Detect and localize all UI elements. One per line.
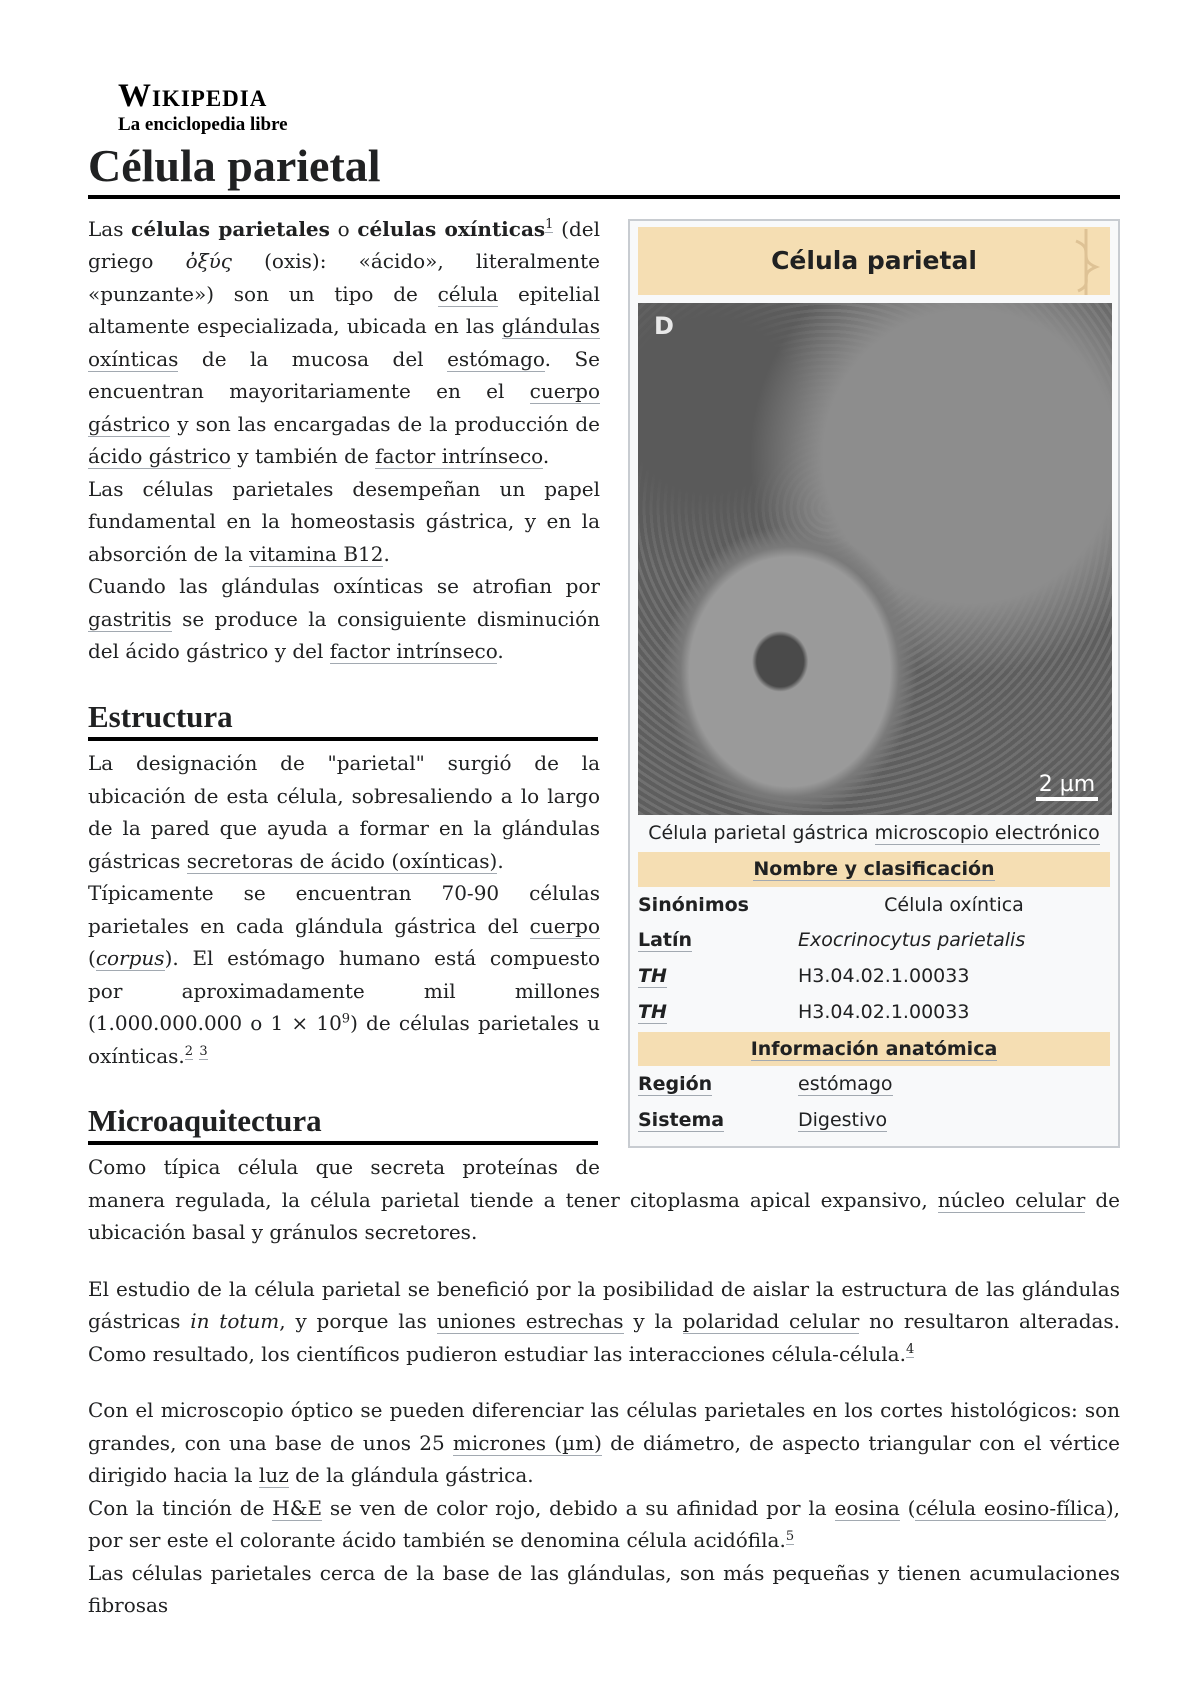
micro-paragraph-3 [88,1394,1120,1492]
link-eosina[interactable]: eosina [834,1495,900,1520]
infobox-key-link[interactable]: Región [638,1073,713,1096]
infobox-row-th [638,994,1110,1030]
bold-term: células parietales [131,216,330,241]
link-factor-intrinseco[interactable]: factor intrínseco [375,444,543,469]
infobox-title [638,227,1110,296]
micro-paragraph-4 [88,1492,1120,1557]
infobox-key-link[interactable]: TH [638,965,667,988]
caption-text: Célula parietal gástrica [648,822,875,845]
reference-5[interactable] [786,1529,794,1545]
link-polaridad-celular[interactable]: polaridad celular [682,1309,860,1334]
scale-bar-line [1036,797,1098,801]
wikipedia-logo[interactable] [118,80,1120,134]
link-h-and-e[interactable]: H&E [272,1495,323,1520]
text: de la glándula gástrica. [288,1463,534,1488]
infobox-key [638,1072,798,1097]
text: Como típica célula que secreta proteínas de manera regulada, la célula parietal tiende a tener citoplasma apical expansivo, [88,1155,938,1212]
text: ) de células parietales u oxínticas. [88,1011,600,1068]
logo-wordmark: Wikipedia [118,78,268,114]
link-uniones-estrechas[interactable]: uniones estrechas [436,1309,624,1334]
infobox-key-link[interactable]: Sistema [638,1108,725,1131]
text: de ubicación basal y gránulos secretores. [88,1187,1120,1245]
link-cuerpo[interactable]: cuerpo [529,913,600,938]
infobox-key-link[interactable]: Latín [638,929,693,952]
infobox-row-th [638,958,1110,994]
micro-paragraph-1 [88,1151,1120,1249]
text: de diámetro, de aspecto triangular con el vértice dirigido hacia la [88,1430,1121,1488]
reference-link[interactable]: 3 [199,1043,208,1059]
micrograph-scale-bar [1036,771,1098,802]
text: epitelial altamente especializada, ubicada en las [88,281,600,339]
page-title: Célula parietal [88,140,1120,199]
reference-link[interactable]: 5 [785,1528,795,1544]
link-acido-gastrico[interactable]: ácido gástrico [88,444,231,469]
infobox-row-sinonimos [638,887,1110,923]
text: . [542,444,550,469]
link-corpus[interactable]: corpus [95,946,165,971]
text: . [497,639,504,664]
infobox-value: Célula oxíntica [884,893,1024,916]
infobox-key: Sinónimos [638,893,749,916]
infobox-micrograph[interactable] [638,303,1112,815]
text: . [497,848,504,873]
link-vitamina-b12[interactable]: vitamina B12 [249,541,384,566]
reference-link[interactable]: 4 [905,1342,915,1358]
text: y son las encargadas de la producción de [170,411,600,436]
text: . Se encuentran mayoritariamente en el [88,346,600,404]
spacer [88,1370,1120,1394]
exponent: 9 [341,1011,351,1027]
infobox-section-nombre [638,852,1110,887]
infobox-key [638,1000,798,1025]
infobox-value: H3.04.02.1.00033 [798,1000,970,1023]
article-page [88,80,1120,1622]
text: (oxis): «ácido», literalmente «punzante») son un tipo de [88,249,601,306]
reference-3[interactable] [199,1044,207,1060]
link-cuerpo-gastrico[interactable]: cuerpo gástrico [88,379,600,436]
link-celula-eosinofila[interactable]: célula eosino-fílica [915,1495,1106,1520]
text: , y porque las [279,1309,437,1334]
infobox [628,219,1120,1148]
text: se ven de color rojo, debido a su afinidad por la [322,1495,835,1520]
text: Con la tinción de [88,1495,273,1520]
italic-term: in totum [190,1309,280,1334]
micrograph-panel-letter: D [654,312,674,341]
infobox-key [638,964,798,989]
text: El estudio de la célula parietal se benefició por la posibilidad de aislar la estructura de las glándulas gástricas [88,1276,1120,1334]
text: Las células parietales cerca de la base de las glándulas, son más pequeñas y tienen acumulaciones fibrosas [88,1560,1120,1618]
reference-link[interactable]: 2 [184,1043,194,1059]
article-content [88,213,1120,1622]
link-factor-intrinseco[interactable]: factor intrínseco [329,639,498,664]
text: La designación de "parietal" surgió de la ubicación de esta célula, sobresaliendo a lo largo de la pared que ayuda a formar en la glándulas gástricas [88,751,600,873]
link-secretoras-acido[interactable]: secretoras de ácido (oxínticas) [186,848,498,873]
infobox-value [798,1072,1110,1097]
text: Las [88,216,132,241]
text: Con el microscopio óptico se pueden diferenciar las células parietales en los cortes histológicos: son grandes, con una base de unos 25 [88,1398,1120,1455]
link-glandulas-oxinticas[interactable]: glándulas oxínticas [88,314,600,371]
text: de la mucosa del [178,346,448,371]
infobox-value [798,1108,1110,1133]
infobox-row-region [638,1066,1110,1102]
spacer [88,1249,1120,1273]
text: se produce la consiguiente disminución del ácido gástrico y del [88,606,600,664]
link-gastritis[interactable]: gastritis [88,606,172,631]
text: . [383,541,390,566]
infobox-caption [638,815,1110,850]
text: o [329,216,358,241]
micro-paragraph-2 [88,1273,1120,1371]
reference-2[interactable] [185,1044,193,1060]
reference-4[interactable] [906,1342,914,1358]
infobox-value-link[interactable]: Digestivo [798,1108,888,1131]
section-heading-estructura: Estructura [88,698,598,741]
infobox-value: H3.04.02.1.00033 [798,965,970,988]
text: Cuando las glándulas oxínticas se atrofian por [88,574,600,599]
text: (del griego [88,216,600,274]
infobox-section-anatomica [638,1032,1110,1067]
link-luz[interactable]: luz [258,1463,289,1488]
bold-term: células oxínticas [357,216,546,241]
infobox-value: Exocrinocytus parietalis [798,929,1026,952]
infobox-section-nombre-label[interactable]: Nombre y clasificación [753,858,995,881]
link-estomago[interactable]: estómago [447,346,545,371]
text: ). El estómago humano está compuesto por aproximadamente mil millones (1.000.000.000 o 1 × 10 [88,946,600,1036]
text: ), por ser este el colorante ácido también se denomina célula acidófila. [88,1495,1120,1553]
text: Las células parietales desempeñan un papel fundamental en la homeostasis gástrica, y en la absorción de la [88,476,600,566]
text: ( [899,1495,916,1520]
scale-label: 2 µm [1038,771,1096,797]
text: ( [88,946,96,971]
reference-link[interactable]: 1 [545,217,554,233]
caduceus-icon [1066,227,1106,296]
text: Típicamente se encuentran 70-90 células parietales en cada glándula gástrica del [88,881,600,938]
micro-paragraph-5 [88,1557,1120,1622]
caption-link-microscopio[interactable]: microscopio electrónico [874,822,1100,845]
infobox-row-sistema [638,1102,1110,1138]
link-micrones[interactable]: micrones (µm) [452,1430,602,1455]
logo-tagline: La enciclopedia libre [118,114,288,135]
section-heading-microaquitectura: Microaquitectura [88,1102,598,1145]
infobox-title-text: Célula parietal [771,245,977,275]
link-celula[interactable]: célula [437,281,499,306]
infobox-key [638,1108,798,1133]
infobox-section-anatomica-label[interactable]: Información anatómica [750,1037,998,1060]
text: y la [623,1309,683,1334]
infobox-row-latin [638,922,1110,958]
infobox-key-link[interactable]: TH [638,1000,667,1023]
infobox-value-link[interactable]: estómago [798,1073,893,1096]
text: y también de [230,444,376,469]
greek-term: ὀξύς [185,249,232,274]
infobox-key [638,928,798,953]
link-nucleo-celular[interactable]: núcleo celular [937,1187,1086,1212]
text: no resultaron alteradas. Como resultado, los científicos pudieron estudiar las interacciones célula-célula. [88,1309,1121,1366]
